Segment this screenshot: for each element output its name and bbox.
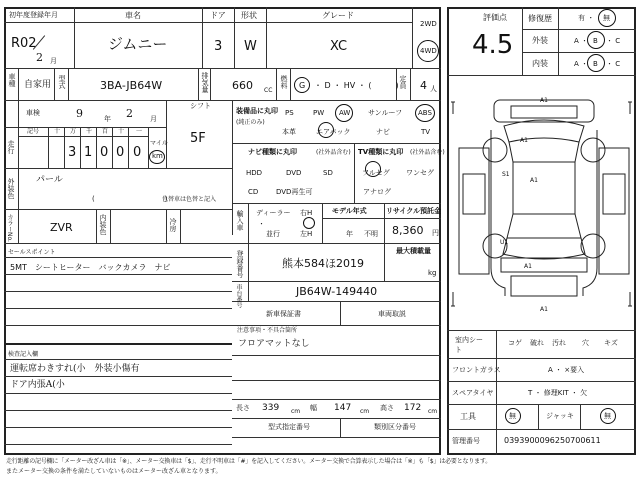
first-reg-era: R02 bbox=[11, 36, 37, 51]
import-sep: ・ bbox=[258, 220, 265, 228]
first-reg-month: 2 bbox=[36, 51, 43, 64]
reg-no-label: 登録番号 bbox=[236, 250, 244, 278]
mileage-col-hyaku: 百 bbox=[102, 128, 109, 135]
equipment-label: 装備品に丸印 bbox=[236, 107, 278, 115]
person-unit: 人 bbox=[430, 85, 437, 93]
navi-hdd: HDD bbox=[246, 169, 263, 177]
diagram-s1: S1 bbox=[502, 171, 510, 178]
color-no-label: カラーNo. bbox=[6, 214, 13, 242]
diagram-tailgate bbox=[503, 238, 585, 259]
score-label: 評価点 bbox=[483, 13, 507, 22]
mileage-digit: 0 bbox=[116, 145, 125, 160]
mileage-unit-km: km bbox=[152, 152, 163, 160]
inspector-label: 検査記入欄 bbox=[8, 351, 39, 358]
footer-line-1: 走行距離の記号欄に「メーター改ざん車は「※」、メーター交換車は「$」、走行不明車は「#」を記入してください。メーター交換で合算表示した場合は「※」も「$」は必要となります。 bbox=[6, 458, 492, 465]
car-diagram bbox=[449, 78, 634, 326]
interior-seat-label: 室内シート bbox=[455, 336, 483, 354]
jack-label: ジャッキ bbox=[546, 412, 574, 420]
shift-label: シフト bbox=[190, 102, 211, 110]
manual-label: 車両取説 bbox=[378, 310, 406, 318]
inspection-label: 車検 bbox=[26, 109, 40, 117]
control-value: 0393900096250700611 bbox=[504, 436, 601, 445]
tv-fullseg: フルセグ bbox=[362, 169, 390, 177]
interior-label: 内装 bbox=[532, 59, 548, 68]
recycle-value: 8,360 bbox=[392, 224, 424, 237]
diagram-a1-bottom: A1 bbox=[524, 263, 532, 270]
diagram-a1-side: A1 bbox=[530, 177, 538, 184]
interior-value: B bbox=[593, 60, 598, 68]
car-name-label: 車名 bbox=[125, 11, 141, 20]
max-load-unit: kg bbox=[428, 269, 437, 277]
diagram-wheel-fr bbox=[581, 138, 605, 162]
navi-label: ナビ種類に丸印 bbox=[248, 148, 297, 156]
diagram-windshield bbox=[509, 142, 579, 162]
repair-label: 修復歴 bbox=[528, 14, 552, 23]
diagram-right-door bbox=[603, 174, 625, 214]
displacement-label: 排気量 bbox=[201, 72, 209, 93]
import-parallel: 並行 bbox=[266, 230, 280, 238]
sales-point-label: セールスポイント bbox=[8, 249, 56, 256]
height-label: 高さ bbox=[380, 404, 394, 412]
length-label: 長さ bbox=[236, 404, 250, 412]
navi-dvd: DVD bbox=[286, 169, 302, 177]
equip-navi: ナビ bbox=[376, 128, 390, 136]
diagram-wheel-rl bbox=[483, 234, 507, 258]
reg-no-value: 熊本584ほ2019 bbox=[282, 257, 364, 270]
mileage-digit: 3 bbox=[68, 145, 77, 160]
length-unit: cm bbox=[291, 408, 301, 415]
diagram-left-bracket-bottom bbox=[451, 292, 455, 306]
shift-value: 5F bbox=[190, 131, 206, 146]
spare-label: スペアタイヤ bbox=[452, 389, 494, 397]
first-reg-month-unit: 月 bbox=[50, 57, 57, 65]
mileage-col-10man: 十 bbox=[54, 128, 61, 135]
first-reg-label: 初年度登録年月 bbox=[9, 11, 58, 19]
navi-dvd-play: DVD再生可 bbox=[276, 188, 313, 196]
height-value: 172 bbox=[404, 403, 422, 413]
notes-label: 注意事項・不具合箇所 bbox=[237, 327, 298, 334]
cold-label: 冷房 bbox=[169, 218, 177, 232]
mileage-col-juu: 十 bbox=[118, 128, 125, 135]
score-value: 4.5 bbox=[472, 30, 514, 60]
type-label: 車種 bbox=[8, 73, 16, 87]
displacement: 660 bbox=[232, 79, 253, 92]
inspection-month-unit: 月 bbox=[150, 115, 157, 123]
tv-oneseg: ワンセグ bbox=[406, 169, 434, 177]
equip-aw: AW bbox=[339, 109, 351, 117]
diagram-right-bracket-top bbox=[628, 102, 632, 114]
diagram-a1-low: A1 bbox=[540, 306, 548, 313]
model-year-value: 不明 bbox=[364, 230, 378, 238]
width-unit: cm bbox=[360, 408, 370, 415]
mileage-digit: 0 bbox=[133, 145, 142, 160]
interior-color-label: 内装色 bbox=[99, 214, 107, 235]
exterior-c: ・ C bbox=[606, 37, 621, 45]
exterior-color-note: 色替車は色替と記入 bbox=[162, 196, 217, 203]
color-no-value: ZVR bbox=[50, 221, 73, 234]
cc-unit: CC bbox=[264, 87, 273, 94]
diagram-a1-mid: A1 bbox=[520, 137, 528, 144]
tv-label: TV種類に丸印 bbox=[358, 148, 404, 156]
diagram-hood bbox=[504, 120, 584, 142]
recycle-label: リサイクル預託金 bbox=[386, 207, 442, 215]
exterior-color-label: 外装色 bbox=[7, 178, 15, 199]
exterior-color-paren: ( ) bbox=[92, 195, 168, 203]
door-label: ドア bbox=[210, 11, 226, 20]
exterior-color-value: パール bbox=[36, 175, 63, 185]
diagram-body-left bbox=[491, 130, 505, 296]
windshield-label: フロントガラス bbox=[452, 366, 501, 374]
seat-item: 汚れ bbox=[552, 339, 566, 347]
model-label: 型式 bbox=[58, 75, 66, 89]
diagram-right-bracket-bottom bbox=[628, 292, 632, 306]
seat-item: キズ bbox=[604, 339, 618, 347]
repair-value: 無 bbox=[603, 14, 610, 22]
shape-label: 形状 bbox=[241, 11, 257, 20]
width-label: 幅 bbox=[310, 404, 317, 412]
car-name: ジムニー bbox=[108, 35, 168, 53]
use-type: 自家用 bbox=[24, 80, 52, 90]
diagram-roof bbox=[513, 162, 575, 214]
seat-item: 破れ bbox=[530, 339, 544, 347]
inspector-note-2: ドア内張A(小 bbox=[10, 380, 65, 390]
import-dealer: ディーラー bbox=[256, 209, 291, 217]
diagram-wheel-rr bbox=[581, 234, 605, 258]
fuel-label: 燃料 bbox=[280, 75, 288, 89]
mileage-col-kigou: 記号 bbox=[27, 128, 40, 135]
chassis-label: 車台番号 bbox=[235, 284, 242, 308]
seat-item: コゲ bbox=[508, 339, 522, 347]
fuel-g: G bbox=[299, 81, 306, 90]
windshield-value: A ・ ×要入 bbox=[548, 366, 585, 374]
max-load-label: 最大積載量 bbox=[396, 247, 431, 255]
navi-sub: (社外品含む) bbox=[316, 149, 351, 156]
notes-text: フロアマットなし bbox=[238, 339, 310, 349]
seat-item: 穴 bbox=[582, 339, 589, 347]
width-value: 147 bbox=[334, 403, 352, 413]
mileage-label: 走行 bbox=[7, 140, 15, 154]
equip-sunroof: サンルーフ bbox=[368, 109, 403, 117]
interior-a: A ・ bbox=[574, 60, 589, 68]
control-label: 管理番号 bbox=[452, 437, 480, 445]
equip-leather: 本革 bbox=[282, 128, 296, 136]
mileage-unit-mile: マイル bbox=[150, 140, 168, 147]
exterior-a: A ・ bbox=[574, 37, 589, 45]
inspection-year-unit: 年 bbox=[104, 115, 111, 123]
model-code: 3BA-JB64W bbox=[100, 79, 163, 92]
diagram-rear-window bbox=[507, 214, 581, 238]
model-year-label: モデル年式 bbox=[332, 207, 367, 215]
mileage-col-man: 万 bbox=[70, 128, 77, 135]
exterior-label: 外装 bbox=[532, 36, 548, 45]
footer-line-2: またメーター交換の条件を満たしていないものはメーター改ざん車となります。 bbox=[6, 468, 222, 475]
fuel-options: ・ D ・ HV ・ ( ) bbox=[314, 81, 399, 90]
equipment-sub: (純正のみ) bbox=[236, 119, 265, 126]
sales-point-text: 5MT シートヒーター バックカメラ ナビ bbox=[10, 263, 171, 272]
equip-airbag: エアバック bbox=[316, 128, 351, 136]
tv-analog: アナログ bbox=[363, 188, 391, 196]
drive-4wd: 4WD bbox=[420, 47, 437, 55]
equip-pw: PW bbox=[313, 109, 325, 117]
exterior-value: B bbox=[593, 37, 598, 45]
import-sep-circle bbox=[303, 217, 315, 229]
navi-cd: CD bbox=[248, 188, 259, 196]
mileage-digit: 1 bbox=[84, 145, 93, 160]
doors: 3 bbox=[214, 39, 223, 54]
grade: XC bbox=[330, 39, 348, 54]
interior-c: ・ C bbox=[606, 60, 621, 68]
mileage-col-sen: 千 bbox=[86, 128, 93, 135]
diagram-wheel-fl bbox=[483, 138, 507, 162]
mileage-digit: 0 bbox=[100, 145, 109, 160]
diagram-rear-bumper bbox=[501, 258, 587, 272]
chassis-value: JB64W-149440 bbox=[296, 285, 378, 298]
inspector-note-1: 運転席わきすれ(小 外装小傷有 bbox=[10, 364, 140, 374]
drive-2wd: 2WD bbox=[420, 20, 437, 28]
equip-tv: TV bbox=[421, 128, 431, 136]
grade-label: グレード bbox=[322, 11, 354, 20]
navi-sd: SD bbox=[323, 169, 333, 177]
diagram-left-door bbox=[463, 174, 485, 214]
diagram-u1: U1 bbox=[500, 239, 509, 246]
jack-value: 無 bbox=[604, 412, 611, 420]
repair-options: 有 ・ bbox=[578, 14, 595, 22]
import-right: 右H bbox=[300, 209, 313, 217]
spare-value: T ・ 修理KIT ・ 欠 bbox=[528, 389, 588, 397]
tv-sub: (社外品含む) bbox=[410, 149, 445, 156]
tools-value: 無 bbox=[509, 412, 516, 420]
equip-ps: PS bbox=[285, 109, 294, 117]
import-label: 輸入車 bbox=[236, 210, 244, 231]
diagram-left-bracket-top bbox=[451, 102, 455, 114]
capacity: 4 bbox=[420, 79, 427, 92]
diagram-rear-panel bbox=[511, 276, 577, 296]
mileage-col-ichi: 一 bbox=[136, 128, 143, 135]
tools-label: 工具 bbox=[460, 412, 476, 421]
model-year-unit: 年 bbox=[346, 230, 353, 238]
type-spec-label: 型式指定番号 bbox=[268, 423, 310, 431]
length-value: 339 bbox=[262, 403, 280, 413]
diagram-body-right bbox=[583, 130, 597, 296]
inspection-month: 2 bbox=[126, 107, 133, 120]
capacity-label: 定員 bbox=[399, 75, 407, 89]
inspection-year: 9 bbox=[76, 107, 83, 120]
diagram-a1-top: A1 bbox=[540, 97, 548, 104]
recycle-unit: 円 bbox=[432, 229, 439, 237]
shinsha-label: 新車保証書 bbox=[266, 310, 301, 318]
diagram-top-inner bbox=[511, 106, 577, 118]
import-left: 左H bbox=[300, 230, 313, 238]
shape: W bbox=[244, 39, 257, 54]
height-unit: cm bbox=[428, 408, 438, 415]
equip-abs: ABS bbox=[418, 109, 432, 117]
class-label: 類別区分番号 bbox=[374, 423, 416, 431]
